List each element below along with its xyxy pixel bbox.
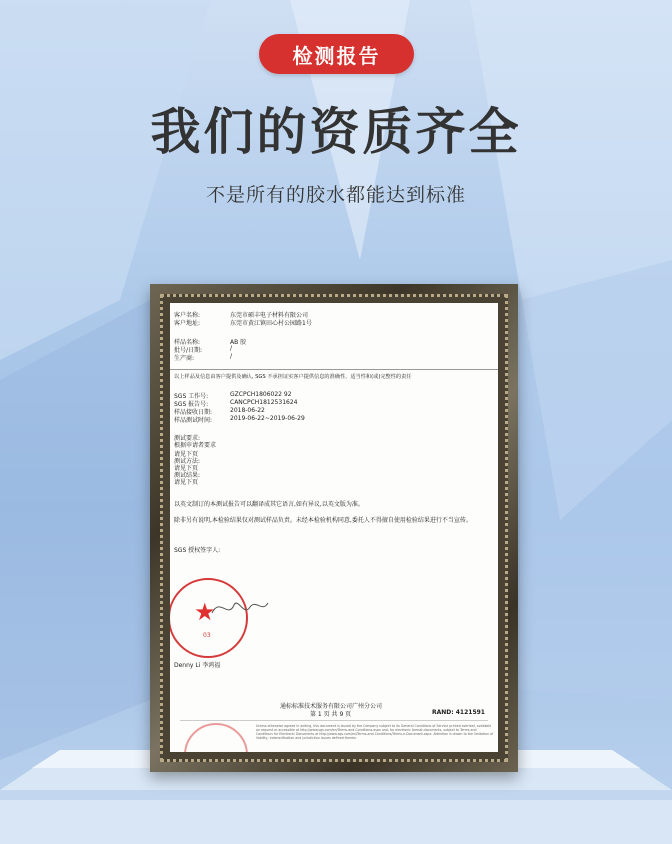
received-label: 样品接收日期:	[174, 409, 213, 416]
sgs-report-label: SGS 报告号:	[174, 401, 209, 408]
seal-partial	[184, 723, 248, 752]
page-number: 第 1 页 共 9 页	[310, 711, 352, 718]
section-line: 请见下页	[174, 465, 199, 472]
sample-value: AB 胶	[230, 339, 247, 346]
sgs-report-value: CANCPCH1812531624	[230, 399, 298, 406]
client-label: 客户名称:	[174, 312, 201, 319]
req-label: 测试要求:	[174, 435, 201, 442]
organization: 通标标准技术服务有限公司广州分公司	[280, 703, 383, 710]
batch-value: /	[230, 345, 233, 352]
sgs-job-label: SGS 工作号:	[174, 393, 209, 400]
testing-label: 样品测试时间:	[174, 417, 213, 424]
rand-code: RAND: 4121591	[432, 709, 485, 716]
req-detail: 根据申请者要求	[174, 442, 217, 449]
client-value: 东莞市硕丰电子材料有限公司	[230, 312, 309, 319]
note-line: 以上样品及信息由客户提供及确认, SGS 不承担证实客户提供信息的准确性、适当性和(或)完整性的责任	[174, 374, 412, 380]
address-value: 东莞市黄江镇田心村公园路1号	[230, 320, 312, 327]
maker-value: /	[230, 353, 233, 360]
certificate-document	[170, 303, 498, 752]
signature	[210, 595, 270, 621]
signer-name: Denny Li 李鸿福	[174, 662, 221, 669]
maker-label: 生产商:	[174, 355, 195, 362]
page-subtitle: 不是所有的胶水都能达到标准	[205, 184, 466, 206]
testing-value: 2019-06-22~2019-06-29	[230, 415, 305, 422]
fine-print: Unless otherwise agreed in writing, this document is issued by the Company subject to its General Conditions of Service printed overleaf, available on request or accessible at http://www.sgs.com/en/Terms-and-Conditions.aspx and, for electronic format documents, subject to Terms and Conditions for Electronic Documents at http://www.sgs.com/en/Terms-and-Conditions/Terms-e-Document.aspx. Attention is drawn to the limitation of liability, indemnification and jurisdiction issues defined therein.	[256, 724, 494, 740]
page-title: 我们的资质齐全	[150, 103, 522, 161]
language-note: 以英文制订的本测试报告可以翻译成其它语言,如有异议,以英文版为准。	[174, 501, 364, 508]
section-line: 请见下页	[174, 479, 199, 486]
sample-label: 样品名称:	[174, 339, 201, 346]
batch-label: 批号/日期:	[174, 347, 203, 354]
section-line: 测试结果:	[174, 472, 201, 479]
scope-note: 除非另有说明,本检验结果仅对测试样品负责。未经本检验机构同意,委托人不得擅自使用检验结果进行不当宣传。	[174, 517, 472, 524]
section-line: 请见下页	[174, 451, 199, 458]
star-icon: ★	[194, 598, 216, 626]
sgs-job-value: GZCPCH1806022 92	[230, 391, 292, 398]
footer-divider	[180, 720, 488, 721]
seal-number: 03	[203, 632, 211, 639]
signer-label: SGS 授权签字人:	[174, 547, 221, 554]
report-badge: 检测报告	[259, 34, 414, 74]
address-label: 客户地址:	[174, 320, 201, 327]
certificate-frame	[150, 284, 518, 772]
section-line: 测试方法:	[174, 458, 201, 465]
received-value: 2018-06-22	[230, 407, 265, 414]
divider	[170, 369, 498, 370]
